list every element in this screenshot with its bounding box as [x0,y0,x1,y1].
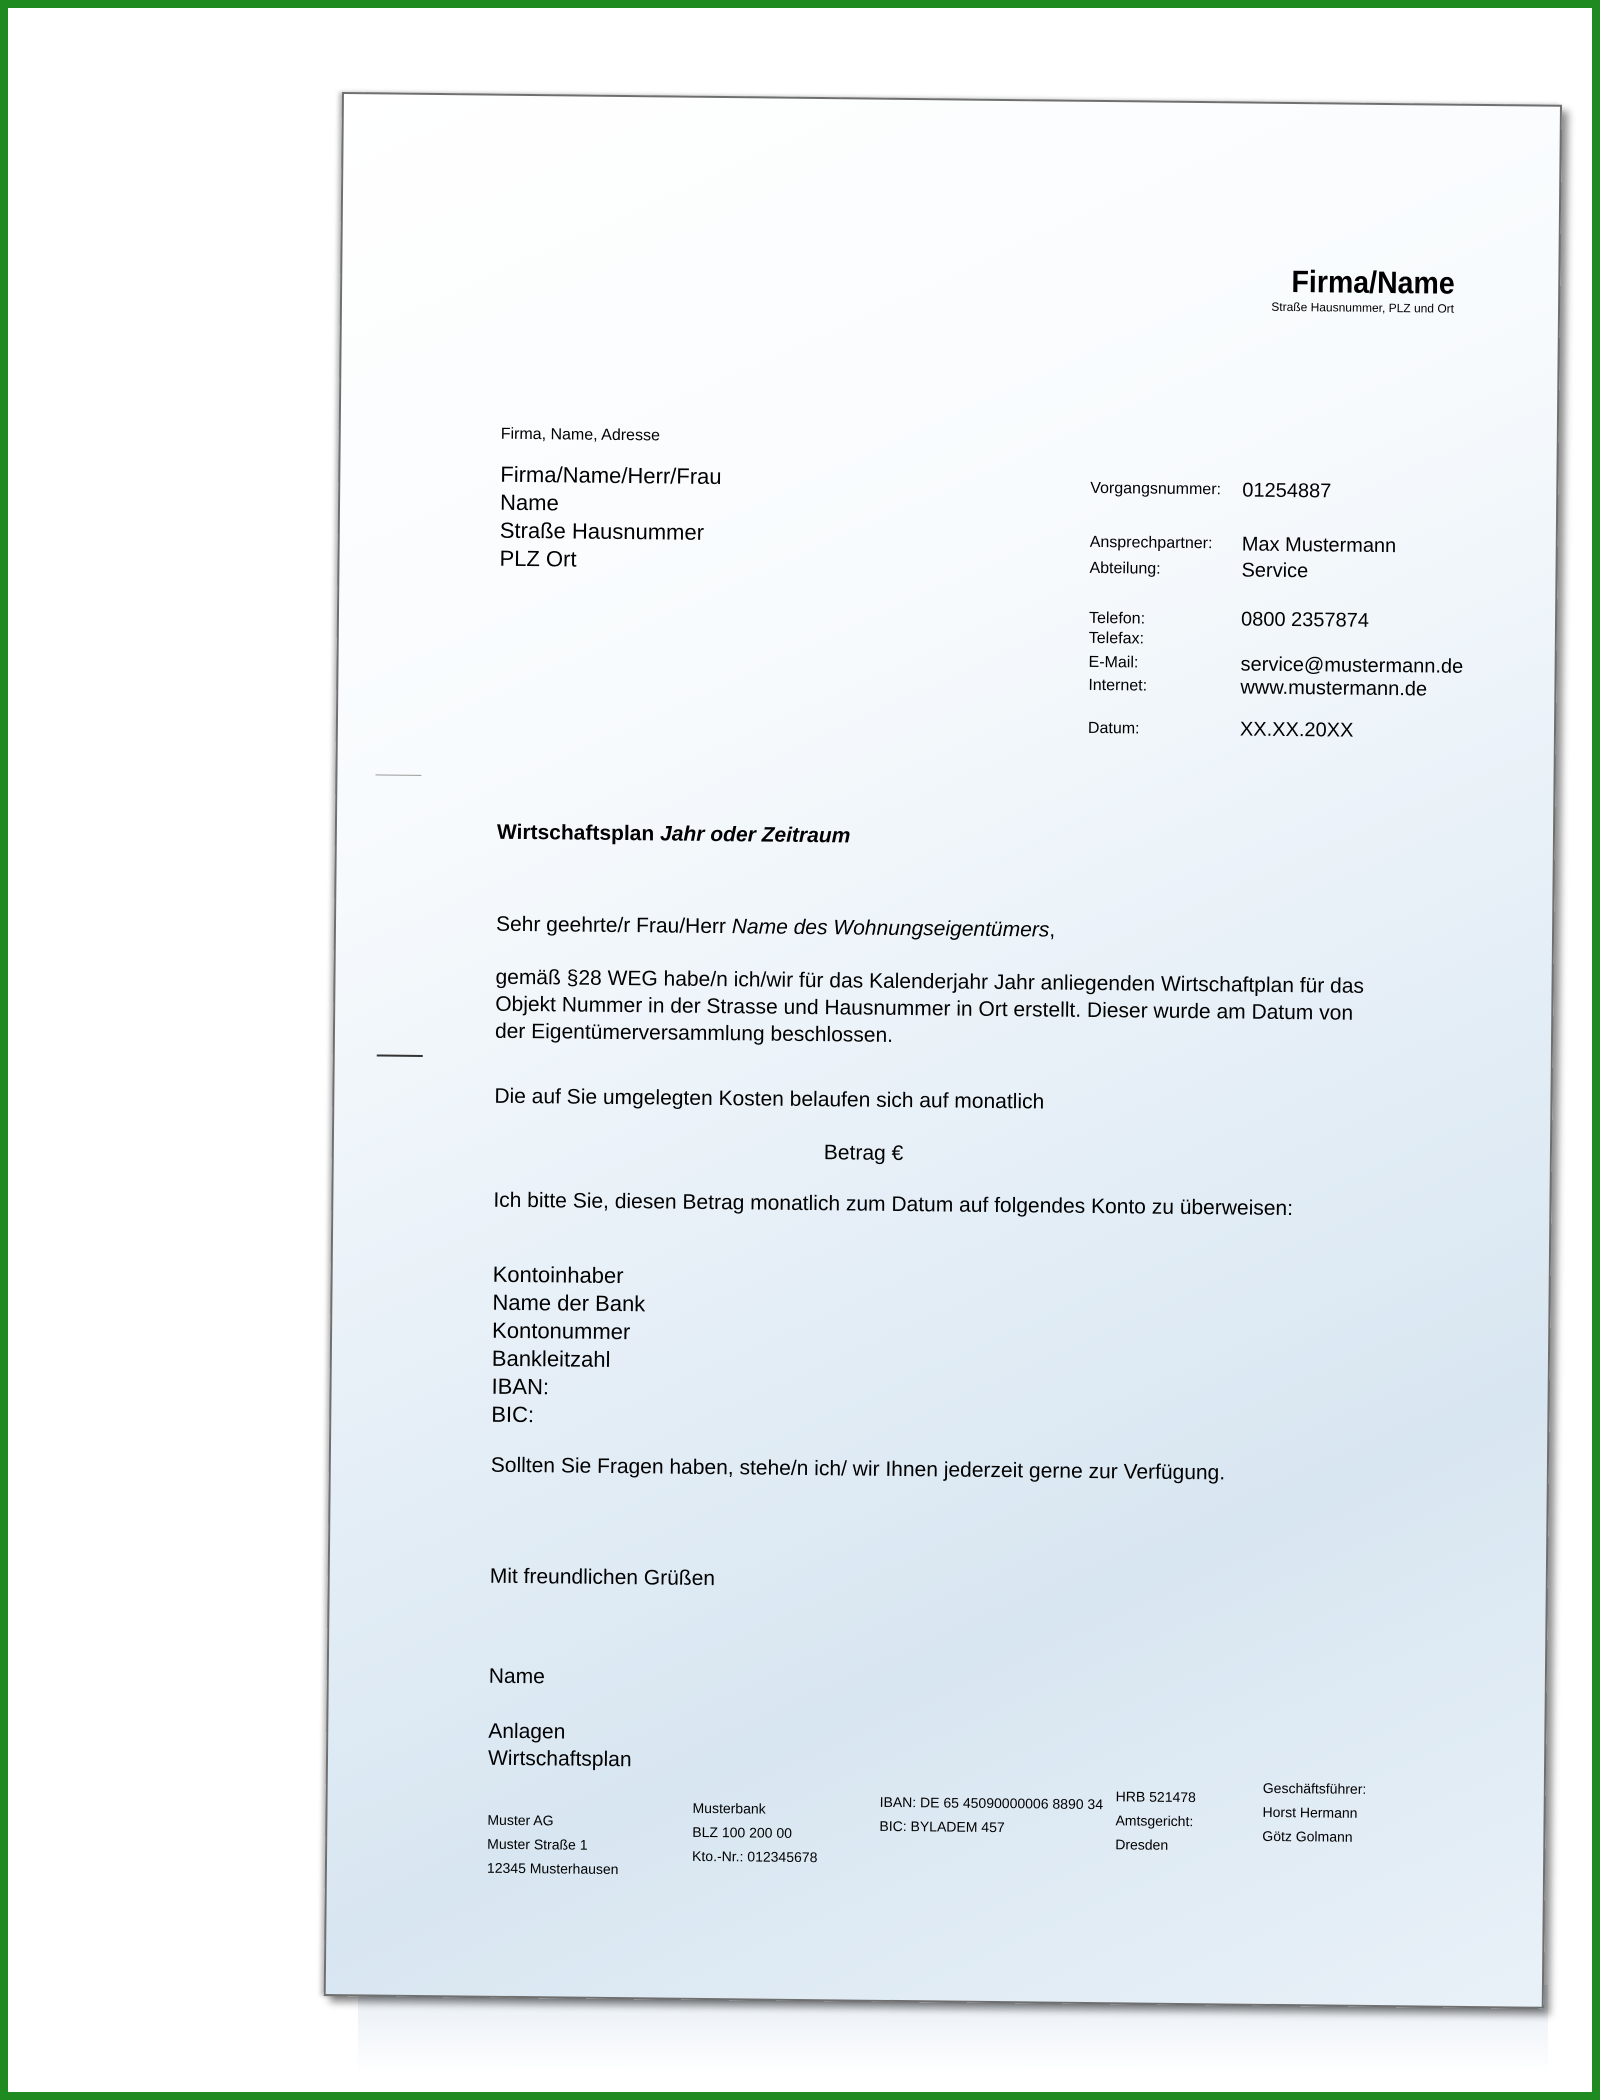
footer-bank [692,1796,818,1869]
footer-line: Geschäftsführer: [1262,1779,1367,1797]
vorgangsnummer-value: 01254887 [1242,479,1332,503]
footer-line: IBAN: DE 65 45090000006 8890 34 [879,1793,1104,1813]
telefon-value: 0800 2357874 [1240,608,1370,632]
salutation-text: Sehr geehrte/r Frau/Herr [495,912,727,939]
footer-line: Kto.-Nr.: 012345678 [692,1847,818,1866]
footer-management [1262,1776,1366,1849]
subject-period: Jahr oder Zeitraum [659,822,851,848]
footer-line: Horst Hermann [1262,1803,1358,1821]
recipient-address [499,461,721,575]
recipient-line: Firma/Name/Herr/Frau [500,461,722,490]
paragraph-transfer: Ich bitte Sie, diesen Betrag monatlich zum Datum auf folgendes Konto zu überweisen: [493,1188,1294,1221]
salutation-owner: Name des Wohnungseigentümers [731,915,1050,942]
header-address: Straße Hausnummer, PLZ und Ort [1271,299,1455,316]
datum-value: XX.XX.20XX [1239,718,1354,742]
bank-line: Kontoinhaber [492,1261,624,1289]
paragraph-costs: Die auf Sie umgelegten Kosten belaufen sich auf monatlich [494,1084,1045,1114]
salutation [496,911,1055,944]
letter-page [324,92,1562,2009]
subject-line [497,821,851,849]
telefax-label: Telefax: [1088,629,1145,648]
telefon-label: Telefon: [1088,609,1146,628]
email-value: service@mustermann.de [1240,653,1464,678]
bank-details [491,1261,645,1431]
email-label: E-Mail: [1088,653,1139,672]
closing: Mit freundlichen Grüßen [489,1564,716,1591]
paragraph-line: der Eigentümerversammlung beschlossen. [494,1019,894,1047]
paragraph-line: Objekt Nummer in der Strasse und Hausnummer in Ort erstellt. Dieser wurde am Datum von [495,992,1354,1025]
footer-company [487,1808,619,1881]
recipient-line: Name [499,489,559,516]
subject-text: Wirtschaftsplan [496,820,655,846]
punch-mark [377,1054,423,1056]
footer-line: Musterbank [692,1799,766,1817]
footer-line: Muster AG [487,1811,554,1829]
paragraph-line: gemäß §28 WEG habe/n ich/wir für das Kalenderjahr Jahr anliegenden Wirtschaftplan für das [495,965,1365,998]
vorgangsnummer-label: Vorgangsnummer: [1090,479,1222,499]
internet-value: www.mustermann.de [1240,676,1428,701]
bank-line: Bankleitzahl [491,1345,611,1372]
ansprechpartner-label: Ansprechpartner: [1089,533,1213,553]
footer-line: BLZ 100 200 00 [692,1823,793,1841]
recipient-line: PLZ Ort [499,545,577,572]
footer-line: 12345 Musterhausen [486,1859,619,1878]
ansprechpartner-value: Max Mustermann [1241,533,1397,558]
bank-line: Name der Bank [492,1289,646,1317]
footer-line: BIC: BYLADEM 457 [879,1817,1005,1836]
paragraph-questions: Sollten Sie Fragen haben, stehe/n ich/ wir Ihnen jederzeit gerne zur Verfügung. [490,1453,1226,1485]
footer-line: Amtsgericht: [1115,1812,1194,1830]
abteilung-label: Abteilung: [1089,559,1161,578]
amount: Betrag € [823,1141,904,1165]
abteilung-value: Service [1241,559,1309,583]
sender-line: Firma, Name, Adresse [500,425,660,445]
paragraph-intro [495,964,1364,1054]
fold-mark [375,774,421,775]
footer-line: HRB 521478 [1115,1788,1196,1806]
datum-label: Datum: [1087,719,1140,738]
bank-line: Kontonummer [492,1317,631,1345]
attachments [488,1718,632,1774]
attachment-line: Wirtschaftsplan [487,1746,632,1772]
attachment-line: Anlagen [488,1719,566,1744]
salutation-comma: , [1049,918,1056,942]
internet-label: Internet: [1088,676,1148,695]
footer-iban [879,1790,1103,1840]
recipient-line: Straße Hausnummer [499,517,705,545]
footer-line: Dresden [1115,1836,1169,1853]
footer-line: Muster Straße 1 [487,1835,588,1853]
signature-name: Name [488,1664,545,1689]
footer-register [1115,1784,1196,1857]
bank-line: IBAN: [491,1373,550,1400]
bank-line: BIC: [491,1401,535,1428]
header-company: Firma/Name [1290,263,1455,301]
footer-line: Götz Golmann [1262,1827,1353,1845]
